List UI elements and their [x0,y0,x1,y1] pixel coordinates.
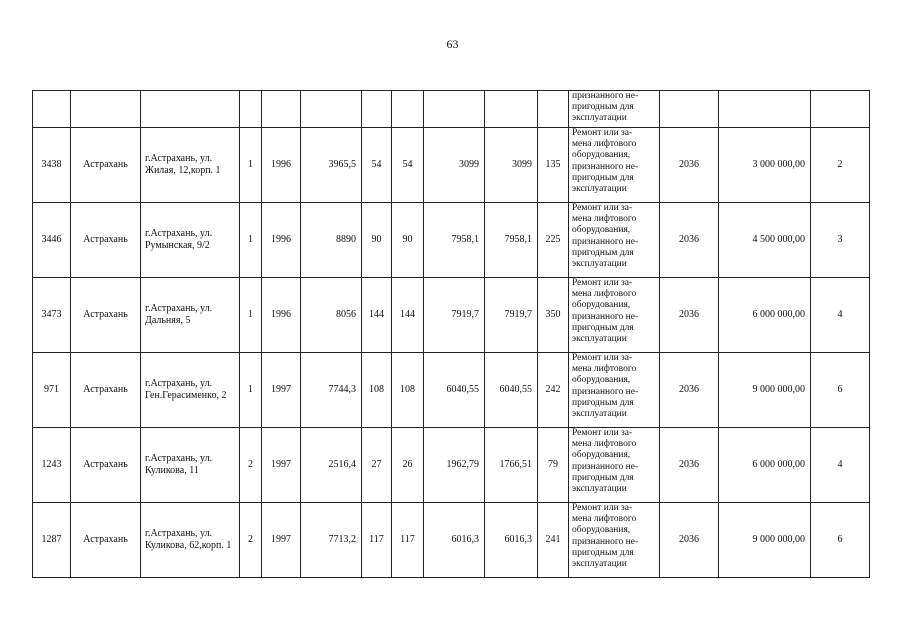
cell-living-area: 7958,1 [424,203,485,278]
cell-cost: 6 000 000,00 [719,278,811,353]
cell-total-area: 8890 [301,203,362,278]
cell-city: Астрахань [71,503,141,578]
table-row [33,503,870,578]
cell-entrances: 1 [240,203,262,278]
cell-year: 1996 [262,278,301,353]
cell-residents: 79 [538,428,569,503]
cell-empty [301,91,362,128]
cell-city: Астрахань [71,278,141,353]
cell-empty [538,91,569,128]
cell-work-type: Ремонт или за- мена лифтового оборудования, признанного не- пригодным для эксплуатации [569,428,660,503]
cell-residents: 241 [538,503,569,578]
cell-total-area: 3965,5 [301,128,362,203]
cell-entrances: 2 [240,503,262,578]
cell-entrances: 1 [240,128,262,203]
cell-elevator-count: 6 [811,353,870,428]
cell-address: г.Астрахань, ул. Ген.Герасименко, 2 [141,353,240,428]
cell-work-type: Ремонт или за- мена лифтового оборудования, признанного не- пригодным для эксплуатации [569,353,660,428]
cell-city: Астрахань [71,353,141,428]
cell-residents: 242 [538,353,569,428]
continuation-row [33,91,870,128]
cell-empty [719,91,811,128]
cell-residential-apartments: 90 [392,203,424,278]
cell-apartments: 144 [362,278,392,353]
cell-elevator-count: 2 [811,128,870,203]
cell-residential-apartments: 117 [392,503,424,578]
cell-work-type: Ремонт или за- мена лифтового оборудования, признанного не- пригодным для эксплуатации [569,278,660,353]
cell-cost: 6 000 000,00 [719,428,811,503]
cell-address: г.Астрахань, ул. Дальняя, 5 [141,278,240,353]
table-row [33,203,870,278]
cell-residents: 350 [538,278,569,353]
cell-apartments: 27 [362,428,392,503]
cell-residents: 135 [538,128,569,203]
cell-empty [33,91,71,128]
cell-entrances: 1 [240,278,262,353]
cell-house-id: 3446 [33,203,71,278]
cell-cost: 4 500 000,00 [719,203,811,278]
cell-house-id: 3473 [33,278,71,353]
cell-year: 1997 [262,503,301,578]
cell-address: г.Астрахань, ул. Румынская, 9/2 [141,203,240,278]
cell-elevator-count: 3 [811,203,870,278]
cell-cost: 3 000 000,00 [719,128,811,203]
cell-house-id: 1243 [33,428,71,503]
cell-year: 1996 [262,128,301,203]
cell-plan-year: 2036 [660,503,719,578]
cell-residential-apartments: 108 [392,353,424,428]
cell-city: Астрахань [71,428,141,503]
cell-work-type: Ремонт или за- мена лифтового оборудования, признанного не- пригодным для эксплуатации [569,503,660,578]
cell-total-area: 7744,3 [301,353,362,428]
cell-living-area: 3099 [424,128,485,203]
cell-city: Астрахань [71,203,141,278]
table-row [33,353,870,428]
cell-apartments: 117 [362,503,392,578]
cell-living-area-residential: 6040,55 [485,353,538,428]
cell-empty [811,91,870,128]
cell-elevator-count: 4 [811,278,870,353]
registry-table [32,90,870,578]
cell-empty [424,91,485,128]
table-row [33,128,870,203]
cell-entrances: 1 [240,353,262,428]
table-row [33,278,870,353]
table-row [33,428,870,503]
cell-empty [485,91,538,128]
cell-address: г.Астрахань, ул. Жилая, 12,корп. 1 [141,128,240,203]
cell-plan-year: 2036 [660,428,719,503]
cell-year: 1997 [262,428,301,503]
cell-empty [141,91,240,128]
cell-city: Астрахань [71,128,141,203]
cell-apartments: 108 [362,353,392,428]
cell-cost: 9 000 000,00 [719,503,811,578]
cell-work-type: признанного не- пригодным для эксплуатации [569,91,660,128]
cell-elevator-count: 6 [811,503,870,578]
cell-empty [660,91,719,128]
cell-living-area-residential: 7958,1 [485,203,538,278]
cell-house-id: 971 [33,353,71,428]
cell-entrances: 2 [240,428,262,503]
cell-empty [71,91,141,128]
cell-elevator-count: 4 [811,428,870,503]
cell-work-type: Ремонт или за- мена лифтового оборудования, признанного не- пригодным для эксплуатации [569,203,660,278]
cell-living-area-residential: 6016,3 [485,503,538,578]
cell-empty [362,91,392,128]
cell-house-id: 1287 [33,503,71,578]
cell-living-area: 6016,3 [424,503,485,578]
cell-work-type: Ремонт или за- мена лифтового оборудования, признанного не- пригодным для эксплуатации [569,128,660,203]
cell-residents: 225 [538,203,569,278]
cell-total-area: 7713,2 [301,503,362,578]
cell-house-id: 3438 [33,128,71,203]
cell-living-area-residential: 1766,51 [485,428,538,503]
cell-address: г.Астрахань, ул. Куликова, 62,корп. 1 [141,503,240,578]
cell-living-area: 7919,7 [424,278,485,353]
cell-living-area-residential: 7919,7 [485,278,538,353]
cell-apartments: 90 [362,203,392,278]
page-number: 63 [446,37,459,51]
cell-plan-year: 2036 [660,128,719,203]
cell-year: 1997 [262,353,301,428]
cell-living-area-residential: 3099 [485,128,538,203]
cell-empty [262,91,301,128]
cell-apartments: 54 [362,128,392,203]
cell-residential-apartments: 26 [392,428,424,503]
cell-plan-year: 2036 [660,353,719,428]
cell-empty [240,91,262,128]
cell-empty [392,91,424,128]
cell-address: г.Астрахань, ул. Куликова, 11 [141,428,240,503]
cell-living-area: 6040,55 [424,353,485,428]
cell-residential-apartments: 54 [392,128,424,203]
cell-year: 1996 [262,203,301,278]
cell-residential-apartments: 144 [392,278,424,353]
cell-total-area: 8056 [301,278,362,353]
cell-living-area: 1962,79 [424,428,485,503]
cell-cost: 9 000 000,00 [719,353,811,428]
cell-plan-year: 2036 [660,278,719,353]
cell-total-area: 2516,4 [301,428,362,503]
cell-plan-year: 2036 [660,203,719,278]
